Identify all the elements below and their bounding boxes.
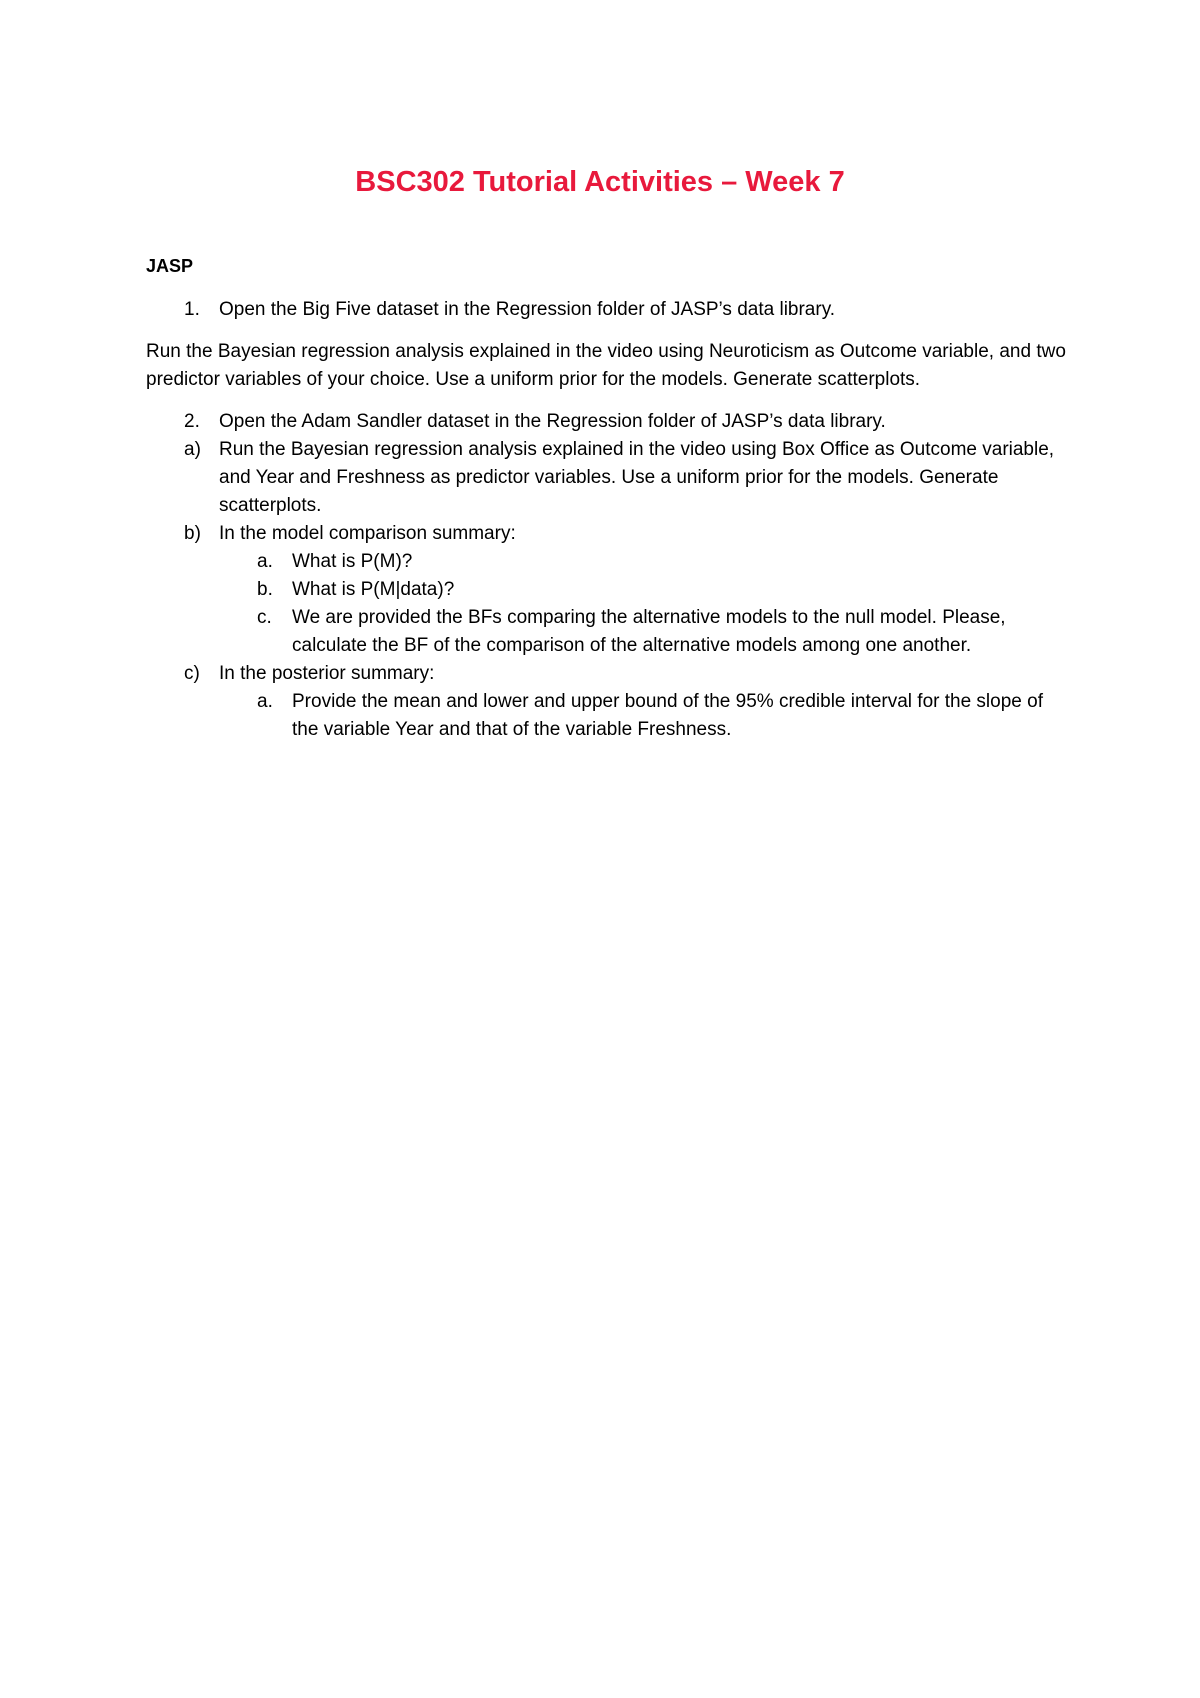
sub-item-b-a (146, 548, 1066, 576)
list-item-text: Open the Big Five dataset in the Regression folder of JASP’s data library. (219, 299, 836, 320)
list-marker: a) (184, 439, 201, 460)
sub-list-marker: a. (257, 551, 273, 572)
sub-list-marker: c. (257, 607, 272, 628)
sub-list-text: Provide the mean and lower and upper bound of the 95% credible interval for the slope of the variable Year and that of the variable Freshness. (292, 691, 1043, 740)
sub-list-text: What is P(M)? (292, 551, 413, 572)
list-item-c (146, 660, 1066, 688)
list-item-text: In the posterior summary: (219, 663, 435, 684)
sub-item-b-c (146, 604, 1066, 660)
document-body (146, 296, 1066, 744)
sub-item-c-a (146, 688, 1066, 744)
list-item-text: Open the Adam Sandler dataset in the Regression folder of JASP’s data library. (219, 411, 886, 432)
list-item-text: Run the Bayesian regression analysis explained in the video using Box Office as Outcome variable, and Year and Freshness as predictor variables. Use a uniform prior for the models. Generate scatterplots. (219, 439, 1055, 516)
list-item-text: In the model comparison summary: (219, 523, 516, 544)
list-marker: b) (184, 523, 201, 544)
sub-list-marker: b. (257, 579, 273, 600)
list-item-b (146, 520, 1066, 548)
sub-list-text: What is P(M|data)? (292, 579, 455, 600)
list-item-2 (146, 408, 1066, 436)
sub-list-marker: a. (257, 691, 273, 712)
document-title: BSC302 Tutorial Activities – Week 7 (355, 166, 845, 198)
instruction-paragraph: Run the Bayesian regression analysis explained in the video using Neuroticism as Outcome variable, and two predictor variables of your choice. Use a uniform prior for the models. Generate scatterplots. (146, 341, 1066, 390)
list-item-a (146, 436, 1066, 520)
sub-item-b-b (146, 576, 1066, 604)
list-item-1 (146, 296, 1066, 324)
list-marker: 2. (184, 411, 200, 432)
list-marker: 1. (184, 299, 200, 320)
section-heading-jasp: JASP (146, 256, 194, 276)
list-marker: c) (184, 663, 200, 684)
sub-list-text: We are provided the BFs comparing the alternative models to the null model. Please, calculate the BF of the comparison of the alternative models among one another. (292, 607, 1006, 656)
